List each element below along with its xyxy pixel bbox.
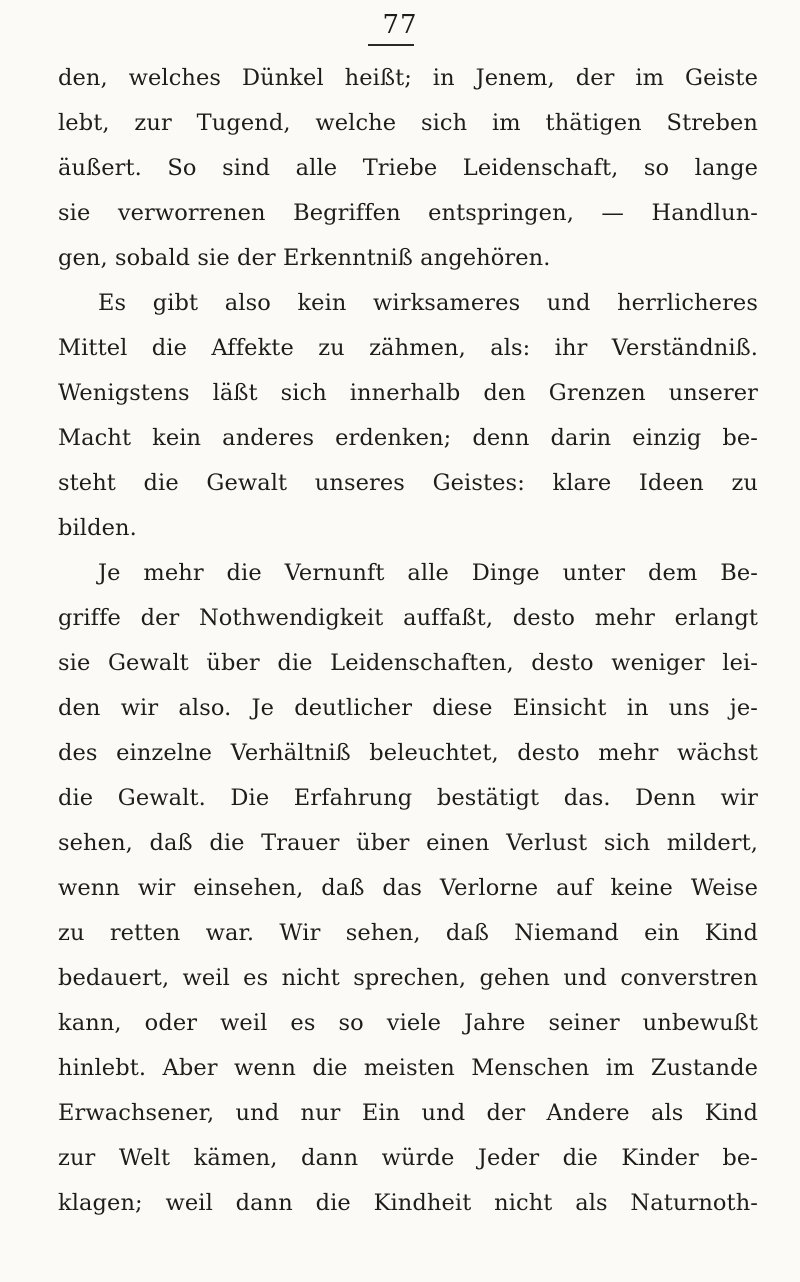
text-line: zur Welt kämen, dann würde Jeder die Kinder be- — [58, 1145, 758, 1171]
text-line: lebt, zur Tugend, welche sich im thätigen Streben — [58, 110, 758, 136]
text-line: Erwachsener, und nur Ein und der Andere als Kind — [58, 1100, 758, 1126]
text-line: den, welches Dünkel heißt; in Jenem, der im Geiste — [58, 65, 758, 91]
text-line: sie verworrenen Begriffen entspringen, — Handlun- — [58, 200, 758, 226]
page-number-rule — [368, 44, 414, 46]
text-line: Mittel die Affekte zu zähmen, als: ihr Verständniß. — [58, 335, 758, 361]
text-line: äußert. So sind alle Triebe Leidenschaft, so lange — [58, 155, 758, 181]
text-line: gen, sobald sie der Erkenntniß angehören. — [58, 245, 551, 271]
text-line: sehen, daß die Trauer über einen Verlust sich mildert, — [58, 830, 758, 856]
text-line: Macht kein anderes erdenken; denn darin einzig be- — [58, 425, 758, 451]
text-line: die Gewalt. Die Erfahrung bestätigt das. Denn wir — [58, 785, 758, 811]
text-line: des einzelne Verhältniß beleuchtet, desto mehr wächst — [58, 740, 758, 766]
text-line: steht die Gewalt unseres Geistes: klare Ideen zu — [58, 470, 758, 496]
text-line: Je mehr die Vernunft alle Dinge unter dem Be- — [98, 560, 758, 586]
text-line: wenn wir einsehen, daß das Verlorne auf keine Weise — [58, 875, 758, 901]
text-line: bilden. — [58, 515, 137, 541]
page-number: 77 — [382, 10, 418, 40]
text-line: sie Gewalt über die Leidenschaften, desto weniger lei- — [58, 650, 758, 676]
text-line: hinlebt. Aber wenn die meisten Menschen im Zustande — [58, 1055, 758, 1081]
body-text — [58, 56, 758, 1226]
text-line: Es gibt also kein wirksameres und herrlicheres — [98, 290, 758, 316]
text-line: kann, oder weil es so viele Jahre seiner unbewußt — [58, 1010, 758, 1036]
text-line: griffe der Nothwendigkeit auffaßt, desto mehr erlangt — [58, 605, 758, 631]
text-line: Wenigstens läßt sich innerhalb den Grenzen unserer — [58, 380, 758, 406]
text-line: bedauert, weil es nicht sprechen, gehen und converstren — [58, 965, 758, 991]
text-line: den wir also. Je deutlicher diese Einsicht in uns je- — [58, 695, 758, 721]
text-line: klagen; weil dann die Kindheit nicht als Naturnoth- — [58, 1190, 758, 1216]
text-line: zu retten war. Wir sehen, daß Niemand ein Kind — [58, 920, 758, 946]
